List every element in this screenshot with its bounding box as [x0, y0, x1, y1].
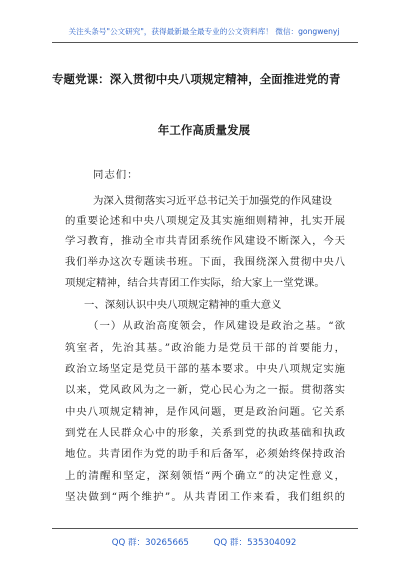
body-line: 到党在人民群众心中的形象，关系到党的执政基础和执政: [65, 427, 345, 439]
body-line: 学习教育，推动全市共青团系统作风建设不断深入，今天: [65, 235, 345, 247]
footer-qq-group-2: QQ 群：535304092: [213, 538, 297, 548]
section-heading: 一、深刻认识中央八项规定精神的重大意义: [84, 299, 282, 311]
header-note: 关注头条号"公文研究"，获得最新最全最专业的公文资料库！ 微信：gongwenyj: [68, 27, 340, 36]
body-line: 项规定精神，结合共青团工作实际，给大家上一堂党课。: [65, 277, 325, 289]
body-line: 的重要论述和中央八项规定及其实施细则精神，扎实开展: [65, 215, 345, 227]
body-line: 地位。共青团作为党的助手和后备军，必须始终保持政治: [65, 448, 345, 460]
header-divider: [52, 42, 358, 43]
body-line: 政治立场坚定是党员干部的基本要求。中央八项规定实施: [65, 363, 345, 375]
body-line: 筑室者，先治其基。”政治能力是党员干部的首要能力，: [65, 342, 345, 354]
body-line: 上的清醒和坚定，深刻领悟“两个确立”的决定性意义，: [65, 470, 345, 482]
document-title-line-2: 年工作高质量发展: [157, 123, 251, 137]
greeting: 同志们：: [93, 169, 139, 181]
document-title-line-1: 专题党课：深入贯彻中央八项规定精神，全面推进党的青: [52, 72, 341, 86]
body-line: 我们举办这次专题读书班。下面，我围绕深入贯彻中央八: [65, 256, 345, 268]
body-line: 为深入贯彻落实习近平总书记关于加强党的作风建设: [93, 195, 332, 207]
footer-contacts: [0, 536, 408, 548]
body-line: 坚决做到“两个维护”。从共青团工作来看，我们组织的: [65, 491, 345, 503]
body-line: 以来，党风政风为之一新，党心民心为之一振。贯彻落实: [65, 384, 345, 396]
body-line: （一）从政治高度领会，作风建设是政治之基。“欲: [88, 320, 345, 332]
body-line: 中央八项规定精神，是作风问题，更是政治问题。它关系: [65, 406, 345, 418]
footer-divider: [52, 528, 358, 529]
footer-qq-group-1: QQ 群：30265665: [111, 538, 189, 548]
